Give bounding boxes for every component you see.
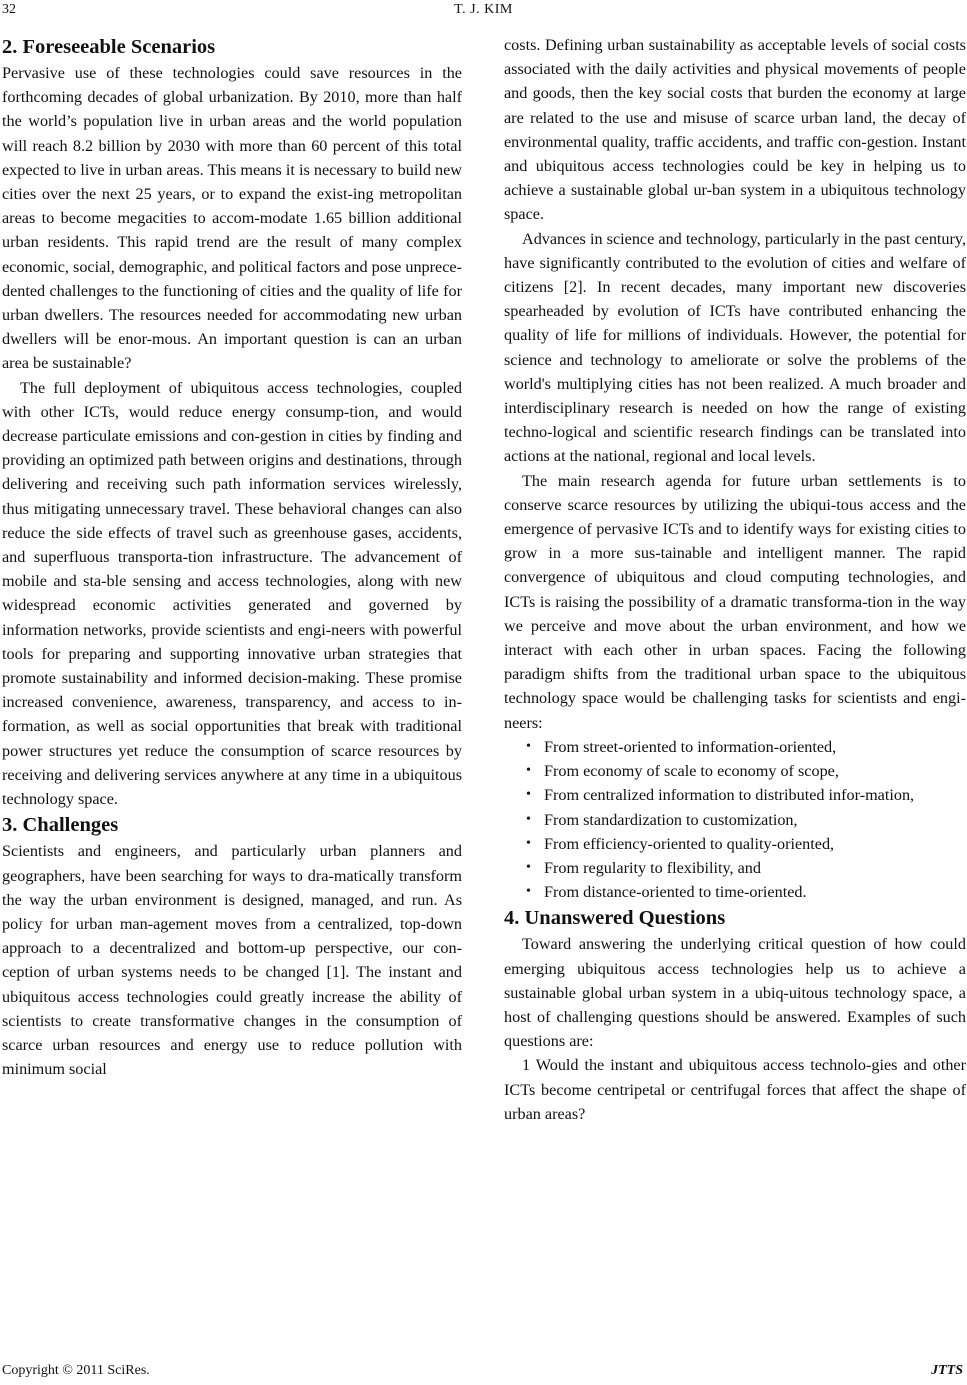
section-2-heading: 2. Foreseeable Scenarios: [2, 36, 216, 58]
section-4-question-1: 1 Would the instant and ubiquitous access technolo-gies and other ICTs become centripetal or centrifugal forces that affect the shape of urban areas?: [504, 1056, 966, 1123]
paradigm-shift-list: [504, 735, 966, 904]
bullet-icon: •: [526, 787, 531, 803]
section-2-paragraph-1: Pervasive use of these technologies could save resources in the forthcoming decades of global urbanization. By 2010, more than half the world’s population live in urban areas and the world population will reach 8.2 billion by 2030 with more than 60 percent of this total expected to live in urban areas. This means it is necessary to build new cities over the next 25 years, or to expand the exist-ing metropolitan areas to become megacities to accom-modate 1.65 billion additional urban residents. This rapid trend are the result of many complex economic, social, demographic, and political factors and pose unprece-dented challenges to the functioning of cities and the quality of life for urban dwellers. The resources needed for accommodating new urban dwellers will be enor-mous. An important question is can an urban area be sustainable?: [2, 64, 462, 373]
section-3-heading: 3. Challenges: [2, 814, 119, 837]
list-item: • From centralized information to distributed infor-mation,: [504, 783, 966, 807]
page-number: 32: [2, 2, 16, 17]
section-3-paragraph-1: Scientists and engineers, and particularly urban planners and geographers, have been searching for ways to dra-matically transform the way the urban environment is designed, managed, and run. As policy for urban man-agement moves from a centralized, top-down approach to a decentralized and bottom-up perspective, our con-ception of urban systems needs to be changed [1]. The instant and ubiquitous access technologies could greatly increase the ability of scientists to create transformative changes in the consumption of scarce urban resources and energy use to reduce pollution with minimum social: [2, 842, 462, 1079]
bullet-icon: •: [526, 738, 531, 754]
left-column: [2, 33, 462, 1081]
bullet-icon: •: [526, 835, 531, 851]
bullet-icon: •: [526, 763, 531, 779]
page-header: [0, 0, 967, 24]
section-3-paragraph-2: Advances in science and technology, particularly in the past century, have significantly contributed to the evolution of cities and welfare of citizens [2]. In recent decades, many important new discoveries spearheaded by evolution of ICTs have contributed enhancing the quality of life for millions of individuals. However, the potential for science and technology to ameliorate or solve the problems of the world's multiplying cities has not been realized. A much broader and interdisciplinary research is needed on how the range of existing techno-logical and scientific research findings can be translated into actions at the national, regional and local levels.: [504, 229, 966, 466]
section-4-paragraph-1: Toward answering the underlying critical question of how could emerging ubiquitous access technologies help us to achieve a sustainable global urban system in a ubiq-uitous technology space, a host of challenging questions should be answered. Examples of such questions are:: [504, 935, 966, 1051]
section-2-paragraph-2: The full deployment of ubiquitous access technologies, coupled with other ICTs, would reduce energy consump-tion, and would decrease particulate emissions and con-gestion in cities by finding and providing an optimized path between origins and destinations, through delivering and receiving such path information services wirelessly, thus mitigating unnecessary travel. These behavioral changes can also reduce the side effects of travel such as greenhouse gases, accidents, and superfluous transporta-tion infrastructure. The advancement of mobile and sta-ble sensing and access technologies, along with new widespread economic activities generated and governed by information networks, provide scientists and engi-neers with powerful tools for preparing and supporting innovative urban strategies that promote sustainability and informed decision-making. These promise increased convenience, awareness, transparency, and access to in-formation, as well as social opportunities that break with traditional power structures yet reduce the consumption of scarce resources by receiving and delivering services anywhere at any time in a ubiquitous technology space.: [2, 378, 462, 809]
list-item: • From regularity to flexibility, and: [504, 856, 966, 880]
section-3-paragraph-1-continued: costs. Defining urban sustainability as acceptable levels of social costs associated with the daily activities and physical movements of people and goods, then the key social costs that burden the economy at large are related to the use and misuse of scarce urban land, the decay of environmental quality, traffic accidents, and traffic con-gestion. Instant and ubiquitous access technologies could be key in helping us to achieve a sustainable global ur-ban system in a ubiquitous technology space.: [504, 36, 966, 224]
list-item: • From standardization to customization,: [504, 808, 966, 832]
list-item: • From street-oriented to information-oriented,: [504, 735, 966, 759]
page-footer: [0, 1363, 967, 1383]
section-4-heading: 4. Unanswered Questions: [504, 907, 726, 930]
right-column: [504, 33, 966, 1126]
bullet-icon: •: [526, 884, 531, 900]
bullet-icon: •: [526, 859, 531, 875]
copyright-notice: Copyright © 2011 SciRes.: [2, 1363, 150, 1378]
section-3-paragraph-3: The main research agenda for future urban settlements is to conserve scarce resources by utilizing the ubiqui-tous access and the emergence of pervasive ICTs and to identify ways for existing cities to grow in a more sus-tainable and intelligent manner. The rapid convergence of ubiquitous and cloud computing technologies, and ICTs is raising the possibility of a dramatic transforma-tion in the way we perceive and move about the urban environment, and how we interact with each other in urban spaces. Facing the following paradigm shifts from the traditional urban space to the ubiquitous technology space would be challenging tasks for scientists and engi-neers:: [504, 471, 966, 732]
journal-abbreviation: JTTS: [931, 1363, 963, 1378]
bullet-icon: •: [526, 811, 531, 827]
running-head: T. J. KIM: [454, 2, 513, 17]
list-item: • From distance-oriented to time-oriented.: [504, 880, 966, 904]
list-item: • From efficiency-oriented to quality-oriented,: [504, 832, 966, 856]
list-item: • From economy of scale to economy of scope,: [504, 759, 966, 783]
